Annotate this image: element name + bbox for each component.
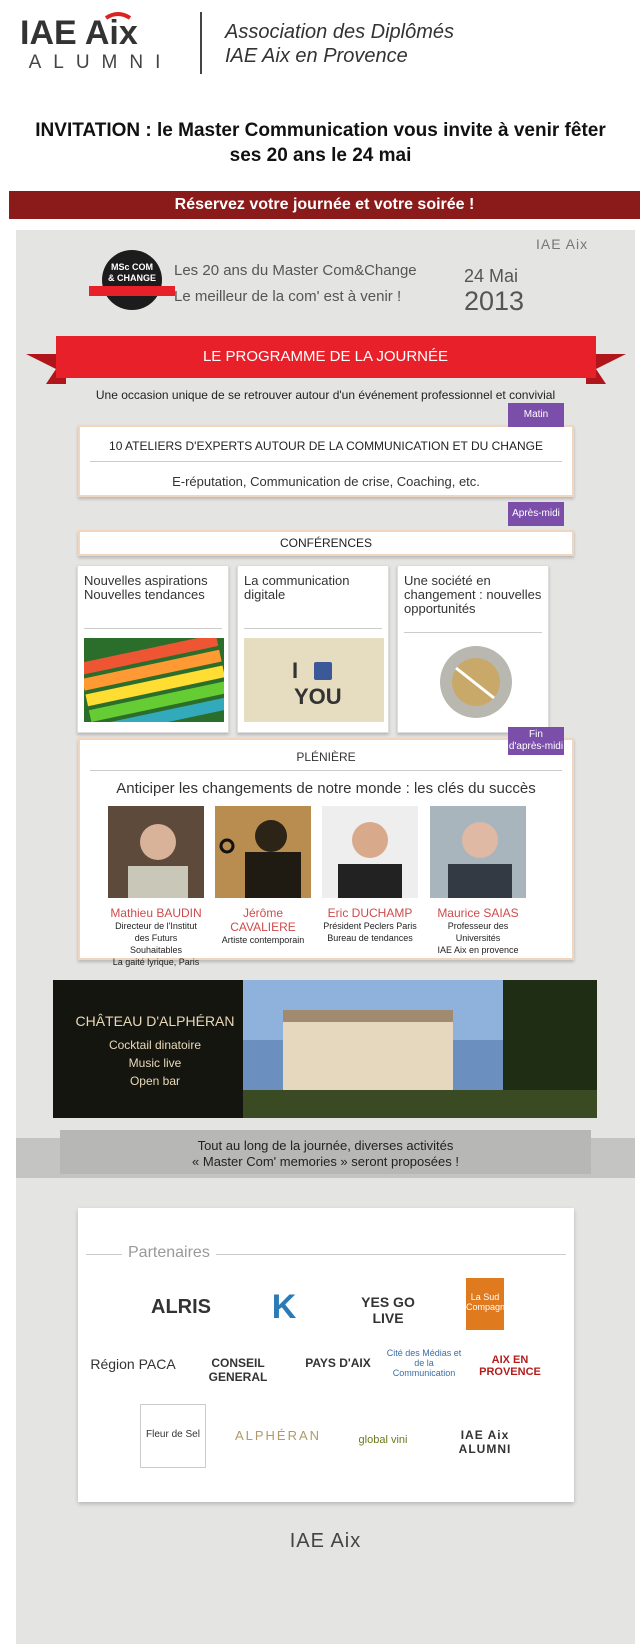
ateliers-box (78, 425, 574, 497)
chateau-photo-icon (243, 980, 597, 1118)
speaker-photo (322, 806, 418, 898)
activities-text (16, 1138, 635, 1170)
speaker-card (430, 806, 526, 956)
conference-card-aspirations (77, 565, 229, 733)
speaker-photo (430, 806, 526, 898)
svg-text:MSc COM: MSc COM (110, 262, 154, 272)
partner-logo-fleur-de-sel: Fleur de Sel (140, 1404, 206, 1468)
partner-logo-region-paca: Région PACA (90, 1356, 176, 1372)
partner-logo-aix-provence: AIX EN PROVENCE (479, 1354, 541, 1378)
tagline-2: Le meilleur de la com' est à venir ! (174, 288, 402, 305)
association-name (225, 20, 454, 68)
assoc-line-1: Association des Diplômés (225, 21, 454, 43)
partner-logo-conseil-general: CONSEIL GENERAL (208, 1356, 268, 1384)
apres-midi-label: Après-midi (508, 502, 564, 526)
conferences-title: CONFÉRENCES (279, 536, 372, 550)
chateau-name: CHÂTEAU D'ALPHÉRAN (75, 1013, 235, 1029)
speaker-name: Maurice SAIAS (437, 906, 519, 920)
partner-logo-global-vini: global vini (358, 1434, 408, 1446)
pleniere-box (78, 738, 574, 967)
speaker-name: Mathieu BAUDIN (110, 906, 202, 920)
speaker-role: Artiste contemporain (221, 935, 305, 945)
card-title-line: Une société en (404, 573, 491, 588)
speaker-card (322, 806, 418, 944)
divider (90, 461, 562, 462)
conferences-box (78, 530, 574, 556)
pleniere-title: PLÉNIÈRE (296, 750, 356, 764)
ateliers-title: 10 ATELIERS D'EXPERTS AUTOUR DE LA COMMUNICATION ET DU CHANGE (109, 439, 543, 453)
divider (244, 628, 382, 629)
card-title-line: opportunités (404, 601, 476, 616)
header-divider (200, 12, 202, 74)
card-title (84, 574, 208, 602)
speaker-card (215, 806, 311, 946)
partner-logo-cite-medias: Cité des Médias et de la Communication (386, 1348, 462, 1378)
speaker-role: Directeur de l'Institut (115, 921, 197, 931)
speaker-role: IAE Aix en provence (437, 945, 519, 955)
speaker-role: des Futurs Souhaitables (129, 933, 183, 955)
speaker-photo (108, 806, 204, 898)
invitation-line-1: INVITATION : le Master Communication vous invite à venir fêter (35, 120, 606, 141)
activities-line: Tout au long de la journée, diverses activités (197, 1138, 454, 1153)
card-title-line: Nouvelles aspirations (84, 573, 208, 588)
i-text: I (292, 658, 299, 683)
partner-logo-la-sud: La Sud Compagnie (466, 1278, 504, 1330)
occasion-text: Une occasion unique de se retrouver autour d'un événement professionnel et convivial (95, 388, 556, 402)
fin-apres-midi-label (508, 727, 564, 755)
divider (404, 632, 542, 633)
activities-line: « Master Com' memories » seront proposées ! (192, 1154, 459, 1169)
email-header (0, 0, 641, 90)
you-text: YOU (294, 684, 342, 709)
card-title (404, 574, 541, 616)
conference-card-digitale (237, 565, 389, 733)
i-like-you-image-icon (244, 638, 384, 722)
programme-title: LE PROGRAMME DE LA JOURNÉE (202, 348, 449, 365)
partners-box (78, 1208, 574, 1502)
partner-logo-pays-aix: PAYS D'AIX (305, 1356, 371, 1370)
speaker-role: Professeur des Universités (447, 921, 509, 943)
card-title-line: digitale (244, 587, 286, 602)
event-date-day: 24 Mai (464, 266, 519, 286)
logo-mark-text: IAE Aix (20, 14, 138, 52)
chateau-item: Music live (128, 1056, 182, 1070)
logo-alumni-text: ALUMNI (28, 52, 173, 73)
pleniere-subtitle: Anticiper les changements de notre monde : les clés du succès (116, 780, 536, 797)
speaker-card (108, 806, 204, 968)
msc-com-change-badge-icon (89, 248, 175, 312)
card-title-line: Nouvelles tendances (84, 587, 205, 602)
speaker-photo (215, 806, 311, 898)
label-line: d'après-midi (508, 741, 564, 752)
svg-text:& CHANGE: & CHANGE (107, 273, 157, 283)
matin-label: Matin (508, 403, 564, 427)
ateliers-topics: E-réputation, Communication de crise, Coaching, etc. (172, 474, 480, 489)
alumni-logo (18, 10, 183, 80)
event-date-year: 2013 (464, 286, 525, 316)
invitation-line-2: ses 20 ans le 24 mai (229, 145, 412, 166)
card-title-line: changement : nouvelles (404, 587, 542, 602)
partner-logo-iae-alumni: IAE Aix ALUMNI (458, 1428, 512, 1456)
card-title (244, 574, 350, 602)
invitation-heading (8, 118, 633, 168)
tagline-1: Les 20 ans du Master Com&Change (174, 262, 417, 279)
chateau-details (75, 1012, 235, 1090)
euro-coin-image-icon (404, 638, 544, 722)
speaker-role: La gaité lyrique, Paris (112, 957, 200, 967)
partner-logo-k: K (271, 1288, 297, 1326)
iae-small-logo: IAE Aix (536, 236, 589, 252)
speaker-name: Jérôme CAVALIERE (230, 906, 296, 934)
divider (84, 628, 222, 629)
card-title-line: La communication (244, 573, 350, 588)
label-line: Fin (529, 729, 543, 740)
footer-iae-logo: IAE Aix (289, 1530, 362, 1552)
divider (90, 770, 562, 771)
chateau-item: Open bar (129, 1074, 181, 1088)
iae-aix-logo-icon (18, 10, 183, 52)
reserve-banner: Réservez votre journée et votre soirée ! (9, 191, 640, 219)
partners-title: Partenaires (122, 1244, 216, 1262)
chateau-banner (53, 980, 597, 1118)
colored-chalk-image-icon (84, 638, 224, 722)
event-flyer (16, 230, 635, 1644)
partner-logo-alpheran: ALPHÉRAN (234, 1428, 322, 1443)
assoc-line-2: IAE Aix en Provence (225, 45, 408, 67)
speaker-name: Eric DUCHAMP (327, 906, 413, 920)
speaker-role: Bureau de tendances (327, 933, 413, 943)
partner-logo-yesgolive: YES GO LIVE (361, 1294, 415, 1326)
conference-card-societe (397, 565, 549, 733)
chateau-item: Cocktail dinatoire (108, 1038, 202, 1052)
speaker-role: Président Peclers Paris (323, 921, 417, 931)
partner-logo-alris: ALRIS (151, 1296, 211, 1318)
